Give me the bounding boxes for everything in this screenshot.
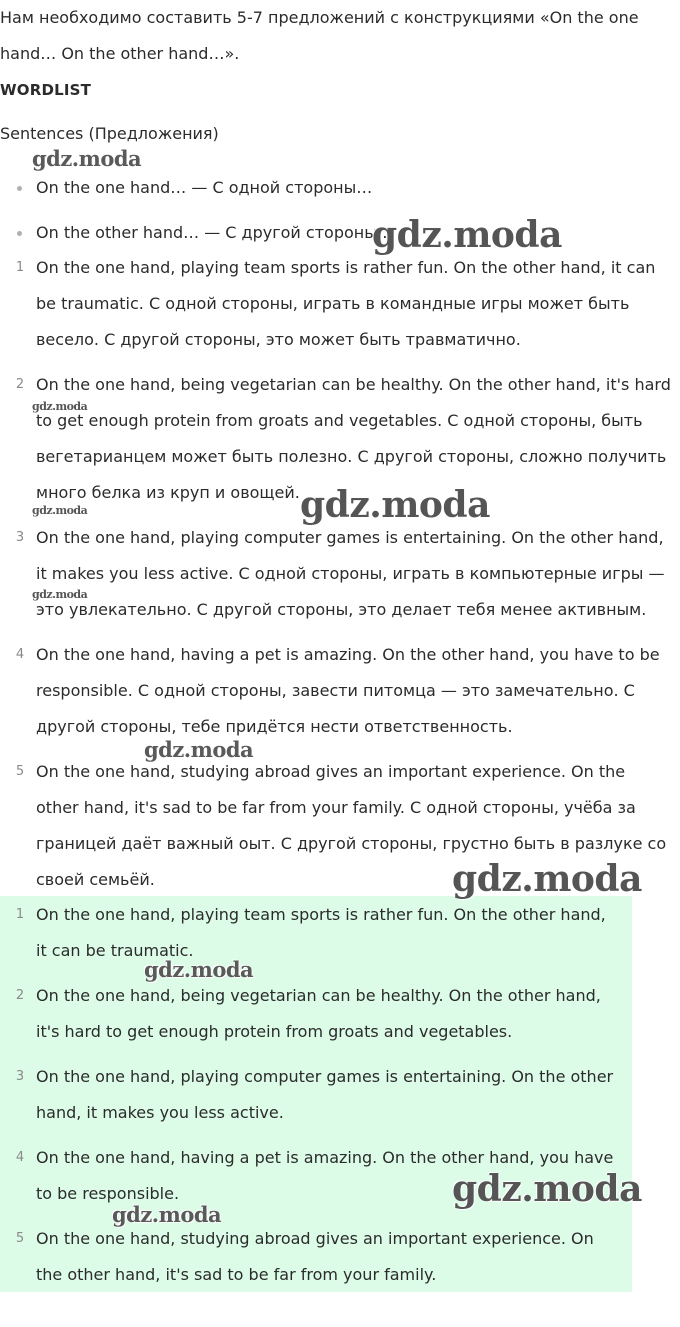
item-text: On the one hand, playing team sports is rather fun. On the other hand, it can be traumatic.: [36, 905, 606, 960]
list-item: [0, 978, 620, 1050]
item-text: On the one hand, being vegetarian can be healthy. On the other hand, it's hard to get enough protein from groats and vegetables.: [36, 986, 601, 1041]
watermark: gdz.moda: [32, 146, 142, 171]
list-item: [0, 897, 620, 969]
item-text: On the one hand, being vegetarian can be healthy. On the other hand, it's hard to get enough protein from groats and vegetables. С одной стороны, быть вегетарианцем может быть полезно. С другой стороны, сложно получить много белка из круп и овощей.: [36, 375, 671, 502]
item-number: 2: [15, 377, 25, 392]
watermark: gdz.moda: [300, 484, 490, 526]
list-item: [0, 1221, 620, 1293]
watermark: gdz.moda: [144, 957, 254, 982]
wordlist-item: [0, 170, 672, 206]
item-number: 5: [15, 764, 25, 779]
item-number: 3: [15, 530, 25, 545]
list-item: [0, 637, 672, 745]
sentences-subheading: Sentences (Предложения): [0, 124, 219, 143]
item-number: 3: [15, 1069, 25, 1084]
item-text: On the one hand, playing computer games is entertaining. On the other hand, it makes you less active. С одной стороны, играть в компьютерные игры — это увлекательно. С другой стороны, это делает тебя менее активным.: [36, 528, 665, 619]
item-text: On the one hand, studying abroad gives an important experience. On the other hand, it's sad to be far from your family.: [36, 1229, 594, 1284]
item-number: 1: [15, 260, 25, 275]
watermark: gdz.moda: [112, 1202, 222, 1227]
item-number: 5: [15, 1231, 25, 1246]
bullet-icon: [17, 231, 22, 236]
watermark: gdz.moda: [144, 737, 254, 762]
item-number: 4: [15, 647, 25, 662]
list-item: [0, 1059, 620, 1131]
bullet-icon: [17, 186, 22, 191]
list-item: [0, 520, 672, 628]
watermark: gdz.moda: [32, 588, 88, 601]
wordlist-heading: WORDLIST: [0, 81, 92, 99]
item-text: On the one hand, playing computer games is entertaining. On the other hand, it makes you less active.: [36, 1067, 614, 1122]
watermark: gdz.moda: [452, 858, 642, 900]
watermark: gdz.moda: [32, 400, 88, 413]
intro-paragraph: Нам необходимо составить 5-7 предложений с конструкциями «On the one hand… On the other hand…».: [0, 8, 639, 63]
list-item: [0, 250, 672, 358]
item-text: On the one hand, playing team sports is rather fun. On the other hand, it can be traumatic. С одной стороны, играть в командные игры может быть весело. С другой стороны, это может быть травматично.: [36, 258, 656, 349]
watermark: gdz.moda: [372, 214, 562, 256]
item-number: 1: [15, 907, 25, 922]
wordlist-item-text: On the one hand… — С одной стороны…: [36, 178, 373, 197]
watermark: gdz.moda: [32, 504, 88, 517]
wordlist-item: [0, 215, 672, 251]
item-text: On the one hand, having a pet is amazing. On the other hand, you have to be responsible.: [36, 1148, 614, 1203]
wordlist-item-text: On the other hand… — С другой стороны…: [36, 223, 393, 242]
item-text: On the one hand, having a pet is amazing. On the other hand, you have to be responsible. С одной стороны, завести питомца — это замечательно. С другой стороны, тебе придётся нести ответственность.: [36, 645, 660, 736]
item-number: 4: [15, 1150, 25, 1165]
item-text: On the one hand, studying abroad gives an important experience. On the other hand, it's sad to be far from your family. С одной стороны, учёба за границей даёт важный оыт. С другой стороны, грустно быть в разлуке со своей семьёй.: [36, 762, 667, 889]
watermark: gdz.moda: [452, 1168, 642, 1210]
item-number: 2: [15, 988, 25, 1003]
